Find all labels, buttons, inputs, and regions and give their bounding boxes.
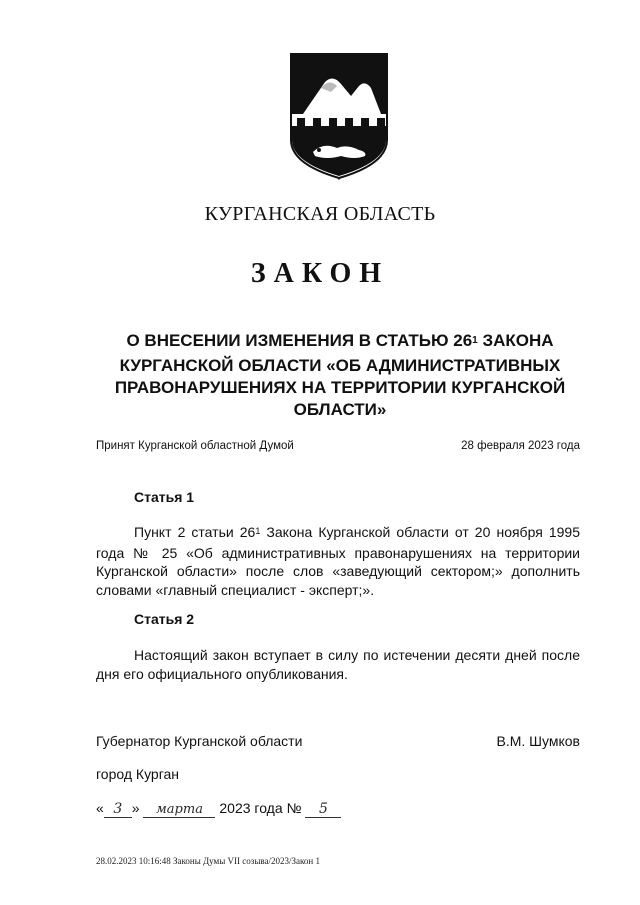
close-quote: » <box>131 800 140 816</box>
article-2-heading: Статья 2 <box>134 611 195 627</box>
law-title-part1: О ВНЕСЕНИИ ИЗМЕНЕНИЯ В СТАТЬЮ 26 <box>126 331 473 350</box>
signer-name: В.М. Шумков <box>496 733 580 749</box>
article-1-heading: Статья 1 <box>134 489 195 505</box>
year-and-number-label: 2023 года № <box>219 800 302 816</box>
adoption-date: 28 февраля 2023 года <box>461 440 580 452</box>
adopted-by: Принят Курганской областной Думой <box>96 440 294 452</box>
law-title <box>80 330 600 421</box>
document-footer: 28.02.2023 10:16:48 Законы Думы VII созыва/2023/Закон 1 <box>96 856 320 866</box>
article-1-text-part2: Закона Курганской области от 20 ноября 1995 года № 25 «Об административных правонарушениях на территории Курганской области» после слов «заведующий сектором;» дополнить словами «главный специалист - эксперт;». <box>96 524 581 598</box>
law-title-superscript: 1 <box>472 335 478 346</box>
signing-date-line <box>96 800 341 818</box>
handwritten-month: марта <box>143 802 215 818</box>
handwritten-law-number: 5 <box>305 802 341 818</box>
kurgan-coat-of-arms-icon <box>289 52 389 180</box>
article-1-superscript: 1 <box>255 526 261 536</box>
law-title-part2: ЗАКОНА КУРГАНСКОЙ ОБЛАСТИ «ОБ АДМИНИСТРАТИВНЫХ ПРАВОНАРУШЕНИЯХ НА ТЕРРИТОРИИ КУРГАНСКОЙ ОБЛАСТИ» <box>114 331 566 419</box>
article-2-text: Настоящий закон вступает в силу по истечении десяти дней после дня его официального опубликования. <box>96 647 580 682</box>
signer-position: Губернатор Курганской области <box>96 733 303 749</box>
document-type: ЗАКОН <box>250 258 390 289</box>
handwritten-day: 3 <box>104 802 132 818</box>
article-1-text-part1: Пункт 2 статьи 26 <box>134 524 256 540</box>
region-title: КУРГАНСКАЯ ОБЛАСТЬ <box>204 203 436 225</box>
article-1-text <box>96 523 580 599</box>
signing-place: город Курган <box>96 766 180 782</box>
open-quote: « <box>96 800 104 816</box>
